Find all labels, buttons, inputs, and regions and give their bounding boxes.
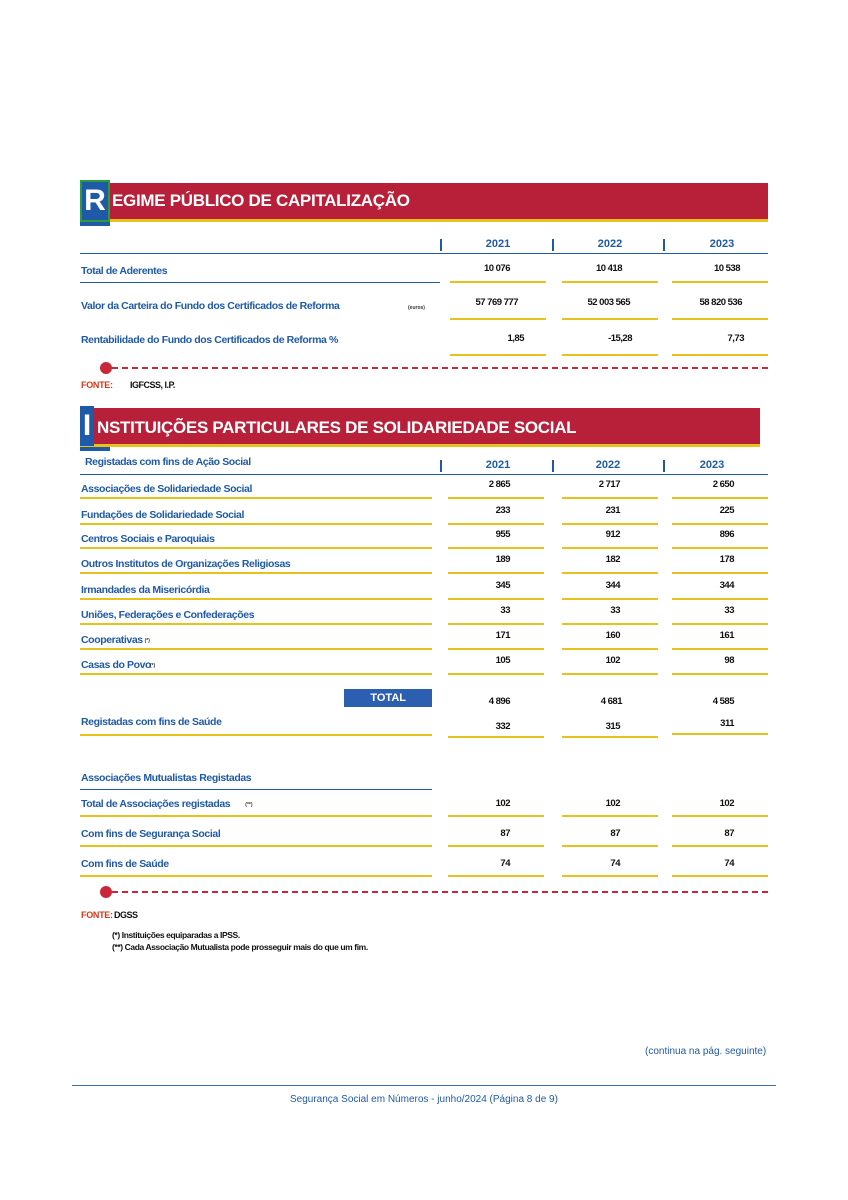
source-marker-dot bbox=[100, 362, 112, 374]
mutual-rule bbox=[80, 789, 432, 790]
col-separator bbox=[440, 239, 442, 251]
label-underline bbox=[80, 845, 432, 847]
row-label: Outros Institutos de Organizações Religiosas bbox=[81, 558, 291, 570]
saude-label: Registadas com fins de Saúde bbox=[81, 716, 222, 728]
label-underline bbox=[80, 623, 432, 625]
label-underline bbox=[80, 523, 432, 525]
footer-rule bbox=[72, 1085, 776, 1086]
col-separator bbox=[552, 460, 554, 472]
row-value: 87 bbox=[500, 828, 510, 839]
value-underline bbox=[672, 733, 768, 735]
footnote: (*) Instituições equiparadas a IPSS. bbox=[112, 930, 240, 940]
row-note: (**) bbox=[245, 802, 253, 808]
value-underline bbox=[562, 736, 658, 738]
col-separator bbox=[552, 239, 554, 251]
row-value: 57 769 777 bbox=[475, 297, 518, 308]
row-label: Com fins de Saúde bbox=[81, 858, 169, 870]
row-value: 33 bbox=[610, 605, 620, 616]
row-unit-note: (euros) bbox=[408, 305, 425, 311]
row-value: 178 bbox=[719, 554, 734, 565]
row-value: 912 bbox=[605, 529, 620, 540]
row-value: 10 418 bbox=[595, 263, 622, 274]
row-value: 102 bbox=[605, 655, 620, 666]
row-value: 189 bbox=[495, 554, 510, 565]
value-underline bbox=[672, 673, 768, 675]
row-value: 171 bbox=[495, 630, 510, 641]
value-underline bbox=[448, 547, 544, 549]
value-underline bbox=[562, 845, 658, 847]
row-value: 105 bbox=[495, 655, 510, 666]
subheader: Registadas com fins de Ação Social bbox=[85, 456, 251, 468]
row-value: 896 bbox=[719, 529, 734, 540]
row-label: Total de Associações registadas bbox=[81, 798, 231, 810]
total-label: TOTAL bbox=[344, 689, 432, 707]
section1-title: EGIME PÚBLICO DE CAPITALIZAÇÃO bbox=[112, 191, 410, 210]
value-underline bbox=[672, 845, 768, 847]
row-value: -15,28 bbox=[608, 333, 632, 344]
year-header: 2021 bbox=[485, 238, 511, 250]
value-underline bbox=[562, 497, 658, 499]
value-underline bbox=[450, 281, 546, 283]
total-value: 4 585 bbox=[712, 696, 734, 707]
row-label: Valor da Carteira do Fundo dos Certificados de Reforma bbox=[81, 300, 340, 312]
value-underline bbox=[562, 281, 658, 283]
row-value: 33 bbox=[500, 605, 510, 616]
total-value: 4 896 bbox=[488, 696, 510, 707]
row-value: 182 bbox=[605, 554, 620, 565]
year-header: 2023 bbox=[699, 459, 725, 471]
row-value: 344 bbox=[719, 580, 734, 591]
row-value: 52 003 565 bbox=[587, 297, 630, 308]
row-value: 87 bbox=[610, 828, 620, 839]
value-underline bbox=[672, 547, 768, 549]
label-underline bbox=[80, 648, 432, 650]
row-value: 344 bbox=[605, 580, 620, 591]
row-label: Irmandades da Misericórdia bbox=[81, 584, 210, 596]
value-underline bbox=[448, 648, 544, 650]
row-value: 2 865 bbox=[488, 479, 510, 490]
source-label: FONTE: bbox=[81, 380, 113, 390]
row-value: 161 bbox=[719, 630, 734, 641]
value-underline bbox=[562, 354, 658, 356]
label-underline bbox=[80, 572, 432, 574]
saude-value: 332 bbox=[495, 721, 510, 732]
row-value: 2 717 bbox=[598, 479, 620, 490]
value-underline bbox=[562, 318, 658, 320]
value-underline bbox=[450, 318, 546, 320]
row-value: 345 bbox=[495, 580, 510, 591]
row-value: 10 076 bbox=[483, 263, 510, 274]
source-marker-dot bbox=[100, 886, 112, 898]
value-underline bbox=[672, 815, 768, 817]
row-value: 1,85 bbox=[507, 333, 524, 344]
saude-value: 311 bbox=[720, 718, 734, 729]
year-header: 2022 bbox=[597, 238, 623, 250]
value-underline bbox=[448, 598, 544, 600]
year-header: 2021 bbox=[485, 459, 511, 471]
row-label: Cooperativas bbox=[81, 634, 143, 646]
row-label: Com fins de Segurança Social bbox=[81, 828, 221, 840]
row-value: 225 bbox=[719, 505, 734, 516]
row-value: 231 bbox=[605, 505, 620, 516]
row-value: 74 bbox=[500, 858, 510, 869]
value-underline bbox=[562, 547, 658, 549]
year-header: 2023 bbox=[709, 238, 735, 250]
value-underline bbox=[562, 673, 658, 675]
value-underline bbox=[672, 523, 768, 525]
section1-initial-letter: R bbox=[80, 180, 110, 222]
section2-initial-letter: I bbox=[80, 406, 94, 446]
label-underline bbox=[80, 815, 432, 817]
row-label: Casas do Povo bbox=[81, 659, 152, 671]
row-value: 87 bbox=[724, 828, 734, 839]
value-underline bbox=[672, 572, 768, 574]
total-value: 4 681 bbox=[600, 696, 622, 707]
source-value: DGSS bbox=[114, 910, 138, 920]
value-underline bbox=[562, 648, 658, 650]
value-underline bbox=[672, 598, 768, 600]
row-value: 102 bbox=[495, 798, 510, 809]
label-underline bbox=[80, 497, 432, 499]
value-underline bbox=[562, 875, 658, 877]
source-divider bbox=[112, 891, 768, 893]
row-value: 102 bbox=[719, 798, 734, 809]
value-underline bbox=[448, 736, 544, 738]
row-value: 10 538 bbox=[713, 263, 740, 274]
value-underline bbox=[450, 354, 546, 356]
page-footer: Segurança Social em Números - junho/2024 (Página 8 de 9) bbox=[290, 1094, 558, 1105]
source-label: FONTE: bbox=[81, 910, 113, 920]
section2-title: NSTITUIÇÕES PARTICULARES DE SOLIDARIEDADE SOCIAL bbox=[97, 418, 577, 437]
row-label: Uniões, Federações e Confederações bbox=[81, 609, 255, 621]
row-value: 74 bbox=[610, 858, 620, 869]
value-underline bbox=[672, 318, 768, 320]
footnote: (**) Cada Associação Mutualista pode prosseguir mais do que um fim. bbox=[112, 942, 368, 952]
row-label: Fundações de Solidariedade Social bbox=[81, 509, 245, 521]
row-value: 98 bbox=[724, 655, 734, 666]
value-underline bbox=[672, 354, 768, 356]
value-underline bbox=[672, 875, 768, 877]
row-label: Associações de Solidariedade Social bbox=[81, 483, 252, 495]
saude-value: 315 bbox=[605, 721, 620, 732]
row-rule bbox=[80, 282, 440, 283]
source-value: IGFCSS, I.P. bbox=[130, 380, 175, 390]
value-underline bbox=[448, 815, 544, 817]
label-underline bbox=[80, 734, 432, 736]
section1-accent-bar bbox=[80, 222, 110, 226]
col-separator bbox=[663, 460, 665, 472]
value-underline bbox=[448, 623, 544, 625]
value-underline bbox=[562, 598, 658, 600]
label-underline bbox=[80, 673, 432, 675]
row-value: 2 650 bbox=[712, 479, 734, 490]
row-label: Total de Aderentes bbox=[81, 265, 168, 277]
row-value: 74 bbox=[724, 858, 734, 869]
continued-note: (continua na pág. seguinte) bbox=[645, 1046, 767, 1057]
row-value: 58 820 536 bbox=[699, 297, 742, 308]
value-underline bbox=[448, 497, 544, 499]
row-value: 160 bbox=[605, 630, 620, 641]
value-underline bbox=[672, 281, 768, 283]
row-note: (*) bbox=[149, 663, 156, 669]
row-value: 33 bbox=[724, 605, 734, 616]
source-divider bbox=[112, 367, 768, 369]
value-underline bbox=[562, 572, 658, 574]
value-underline bbox=[562, 623, 658, 625]
value-underline bbox=[448, 673, 544, 675]
label-underline bbox=[80, 598, 432, 600]
section2-banner-underline bbox=[80, 444, 760, 447]
value-underline bbox=[672, 497, 768, 499]
year-header: 2022 bbox=[595, 459, 621, 471]
row-label: Centros Sociais e Paroquiais bbox=[81, 533, 215, 545]
value-underline bbox=[562, 815, 658, 817]
value-underline bbox=[672, 648, 768, 650]
row-value: 955 bbox=[495, 529, 510, 540]
row-value: 7,73 bbox=[727, 333, 744, 344]
row-note: (*) bbox=[144, 638, 150, 644]
label-underline bbox=[80, 875, 432, 877]
value-underline bbox=[448, 875, 544, 877]
row-value: 233 bbox=[495, 505, 510, 516]
header-rule bbox=[80, 474, 768, 475]
value-underline bbox=[448, 523, 544, 525]
row-value: 102 bbox=[605, 798, 620, 809]
header-rule bbox=[80, 253, 768, 254]
value-underline bbox=[562, 523, 658, 525]
col-separator bbox=[663, 239, 665, 251]
col-separator bbox=[440, 460, 442, 472]
value-underline bbox=[448, 845, 544, 847]
row-label: Rentabilidade do Fundo dos Certificados de Reforma % bbox=[81, 334, 338, 346]
value-underline bbox=[448, 572, 544, 574]
value-underline bbox=[672, 623, 768, 625]
section1-banner-underline bbox=[80, 219, 768, 222]
label-underline bbox=[80, 547, 432, 549]
mutual-header: Associações Mutualistas Registadas bbox=[81, 772, 252, 784]
section2-accent-bar bbox=[80, 447, 110, 451]
